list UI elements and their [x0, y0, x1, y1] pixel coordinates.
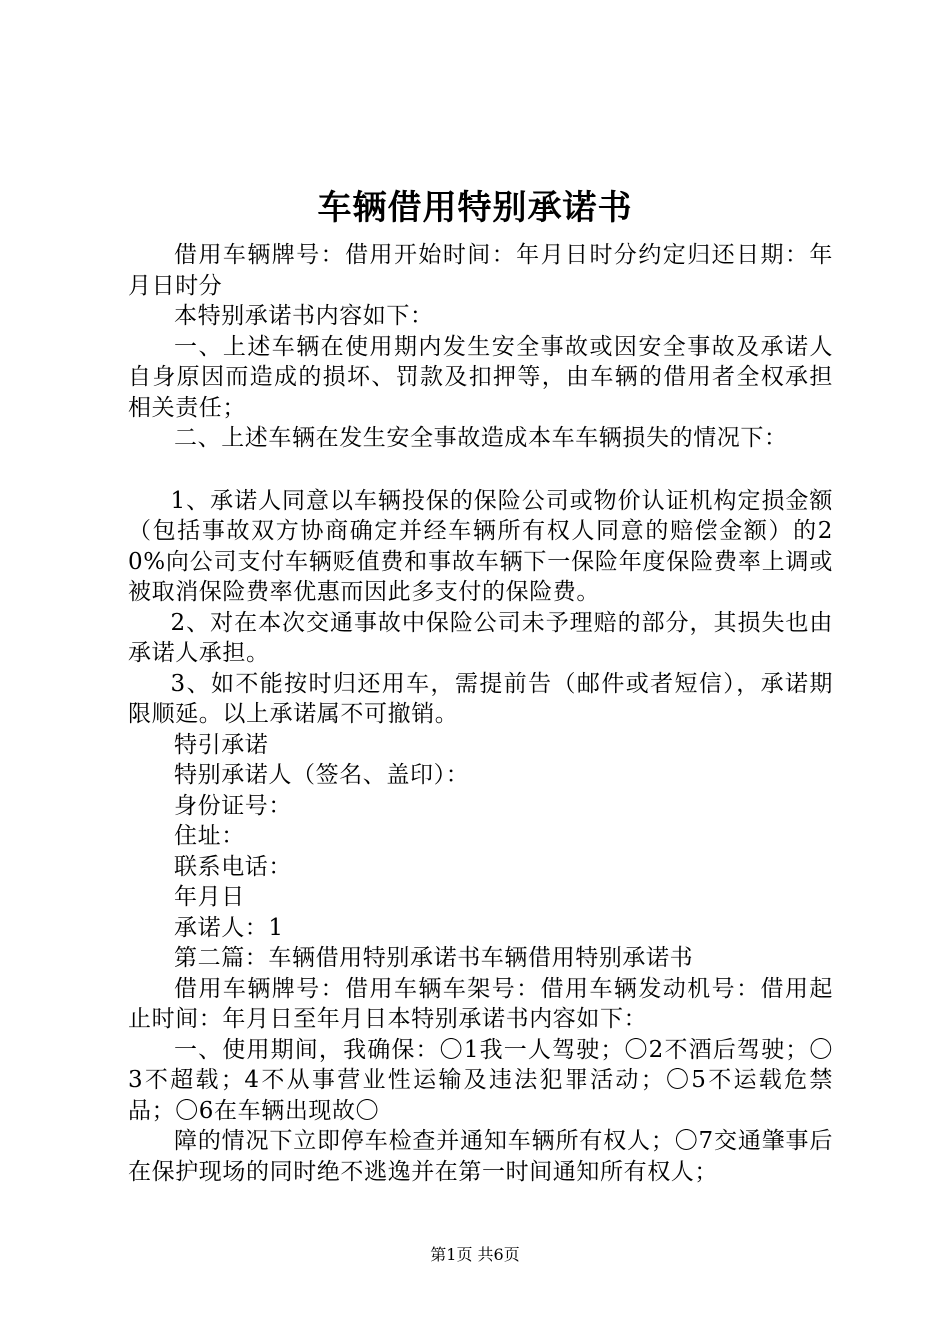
paragraph-borrow-info-2: 借用车辆牌号：借用车辆车架号：借用车辆发动机号：借用起止时间：年月日至年月日本特别承诺书内容如下：: [128, 975, 833, 1032]
paragraph-item-1: 1、承诺人同意以车辆投保的保险公司或物价认证机构定损金额（包括事故双方协商确定并经车辆所有权人同意的赔偿金额）的20%向公司支付车辆贬值费和事故车辆下一保险年度保险费率上调或被取消保险费率优惠而因此多支付的保险费。: [128, 487, 833, 605]
paragraph-usage-guarantees-cont: 障的情况下立即停车检查并通知车辆所有权人；〇7交通肇事后在保护现场的同时绝不逃逸并在第一时间通知所有权人；: [128, 1128, 833, 1185]
paragraph-clause-2: 二、上述车辆在发生安全事故造成本车车辆损失的情况下：: [174, 425, 788, 451]
field-id-number: 身份证号：: [174, 792, 292, 819]
page-footer: 第1页 共6页: [430, 1245, 520, 1264]
paragraph-content-intro: 本特别承诺书内容如下：: [174, 303, 434, 329]
paragraph-gap: [128, 454, 833, 486]
paragraph-clause-1: 一、上述车辆在使用期内发生安全事故或因安全事故及承诺人自身原因而造成的损坏、罚款及扣押等，由车辆的借用者全权承担相关责任；: [128, 333, 833, 421]
document-title: 车辆借用特别承诺书: [317, 188, 633, 228]
paragraph-item-3: 3、如不能按时归还用车，需提前告（邮件或者短信），承诺期限顺延。以上承诺属不可撤销。: [128, 670, 833, 727]
document-body: [128, 240, 833, 1187]
paragraph-special-promise: 特引承诺: [174, 731, 269, 758]
section-heading-part-two: 第二篇：车辆借用特别承诺书车辆借用特别承诺书: [174, 945, 694, 971]
field-date: 年月日: [174, 884, 245, 910]
field-promisor: 承诺人：1: [174, 914, 284, 941]
field-signer: 特别承诺人（签名、盖印）：: [174, 762, 470, 788]
field-address: 住址：: [174, 823, 245, 849]
paragraph-item-2: 2、对在本次交通事故中保险公司未予理赔的部分，其损失也由承诺人承担。: [128, 609, 833, 666]
paragraph-borrow-info: 借用车辆牌号：借用开始时间：年月日时分约定归还日期：年月日时分: [128, 242, 833, 299]
field-phone: 联系电话：: [174, 853, 292, 880]
paragraph-usage-guarantees: 一、使用期间，我确保：〇1我一人驾驶；〇2不酒后驾驶；〇3不超载；4不从事营业性运输及违法犯罪活动；〇5不运载危禁品；〇6在车辆出现故〇: [128, 1036, 833, 1124]
